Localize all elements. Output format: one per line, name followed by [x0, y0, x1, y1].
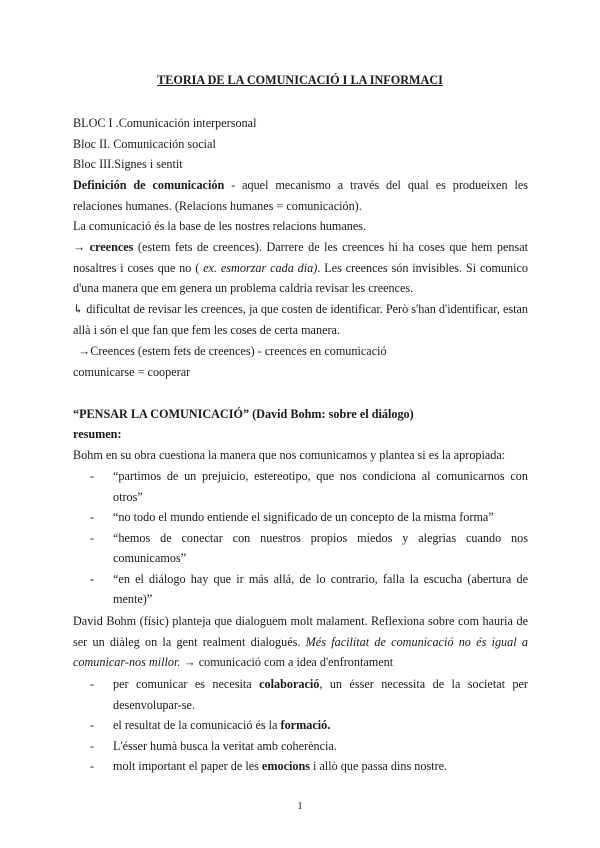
list-item-bold: colaboració [259, 677, 320, 691]
list-item [90, 736, 528, 757]
dash-bullet: - [90, 759, 95, 773]
list-item-pre: molt important el paper de les [113, 759, 262, 773]
bohm-paragraph [73, 611, 528, 673]
list-item-pre: per comunicar es necesita [113, 677, 260, 691]
list-item-text: “no todo el mundo entiende el significado de un concepto de la misma forma” [113, 510, 494, 524]
dash-bullet: - [90, 738, 95, 753]
creences-term: creences [89, 240, 134, 254]
bohm-italic: Més facilitat de comunicació no és igual a comunicar-nos millor. [73, 634, 528, 669]
base-line: La comunicació és la base de les nostres relacions humanes. [73, 219, 367, 233]
dash-bullet: - [90, 718, 95, 732]
resumen-label: resumen: [73, 427, 122, 441]
list-item-post: , un ésser necessita de la societat per desenvolupar-se. [113, 677, 528, 712]
creences-text-2: . Les creences són invisibles. Si comunico d'una manera que em genera un problema caldria revisar les creences. [73, 260, 529, 295]
dash-bullet: - [90, 469, 95, 483]
list-item [90, 569, 528, 610]
list-item-post: i allò que passa dins nostre. [310, 759, 448, 773]
list-item-pre: L'ésser humà busca la veritat amb coherència. [113, 738, 337, 753]
dash-bullet: - [90, 530, 95, 545]
dash-bullet: - [90, 677, 95, 691]
list-item-text: “en el diálogo hay que ir más allá, de lo contrario, falla la escucha (abertura de mente)” [113, 571, 528, 606]
list-item [90, 756, 528, 777]
creences-line: →Creences (estem fets de creences) - creences en comunicació [78, 344, 387, 358]
creences-example: ex. esmorzar cada dia) [199, 260, 318, 275]
section-heading: “PENSAR LA COMUNICACIÓ” (David Bohm: sobre el diálogo) [73, 407, 414, 421]
section-intro: Bohm en su obra cuestiona la manera que nos comunicamos y plantea si es la apropiada: [73, 448, 506, 462]
bohm-text-1: David Bohm (físic) planteja que dialoguem molt malament. Reflexiona sobre com hauria de ser un diàleg on la gent realment dialogués. [73, 614, 528, 649]
definition-text: - aquel mecanismo a través del qual es produeixen les relaciones humanes. (Relacions humanes = comunicación). [73, 178, 528, 213]
list-item-bold: emocions [261, 759, 310, 773]
bohm-quotes-list [90, 466, 528, 610]
bloc-3: Bloc III.Signes i sentit [73, 157, 183, 171]
bohm-points-list [90, 674, 528, 777]
page-number: 1 [297, 800, 303, 812]
arrow-glyph: → [73, 240, 86, 254]
creences-paragraph [73, 237, 528, 299]
list-item [90, 528, 528, 569]
list-item-text: “hemos de conectar con nuestros propios miedos y alegrias cuando nos comunicamos” [113, 530, 528, 565]
list-item [90, 674, 528, 715]
comunicarse-line: comunicarse = cooperar [73, 365, 191, 379]
definition-paragraph [73, 175, 528, 216]
list-item [90, 507, 528, 528]
list-item-text: “partimos de un prejuicio, estereotipo, que nos condiciona al comunicarnos con otros” [113, 469, 528, 504]
creences-text-1: (estem fets de creences). Darrere de les creences hi ha coses que hem pensat nosaltres i coses que no ( [73, 240, 529, 275]
list-item [90, 715, 528, 736]
dash-bullet: - [90, 510, 95, 524]
list-item-pre: el resultat de la comunicació és la [113, 718, 281, 732]
list-item [90, 466, 528, 507]
definition-term: Definición de comunicación [73, 178, 225, 192]
bohm-text-2: → comunicació com a idea d'enfrontament [180, 655, 394, 669]
document-title: TEORIA DE LA COMUNICACIÓ I LA INFORMACI [157, 73, 443, 87]
bloc-2: Bloc II. Comunicación social [73, 136, 216, 151]
dash-bullet: - [90, 571, 95, 586]
blocs-list [73, 113, 528, 175]
bloc-1: BLOC I .Comunicación interpersonal [73, 116, 257, 130]
dificultat-paragraph: ↳ dificultat de revisar les creences, ja que costen de identificar. Però s'han d'identificar, estan allà i són el que fan que fem les coses de certa manera. [73, 302, 528, 337]
list-item-bold: formació. [280, 718, 331, 732]
